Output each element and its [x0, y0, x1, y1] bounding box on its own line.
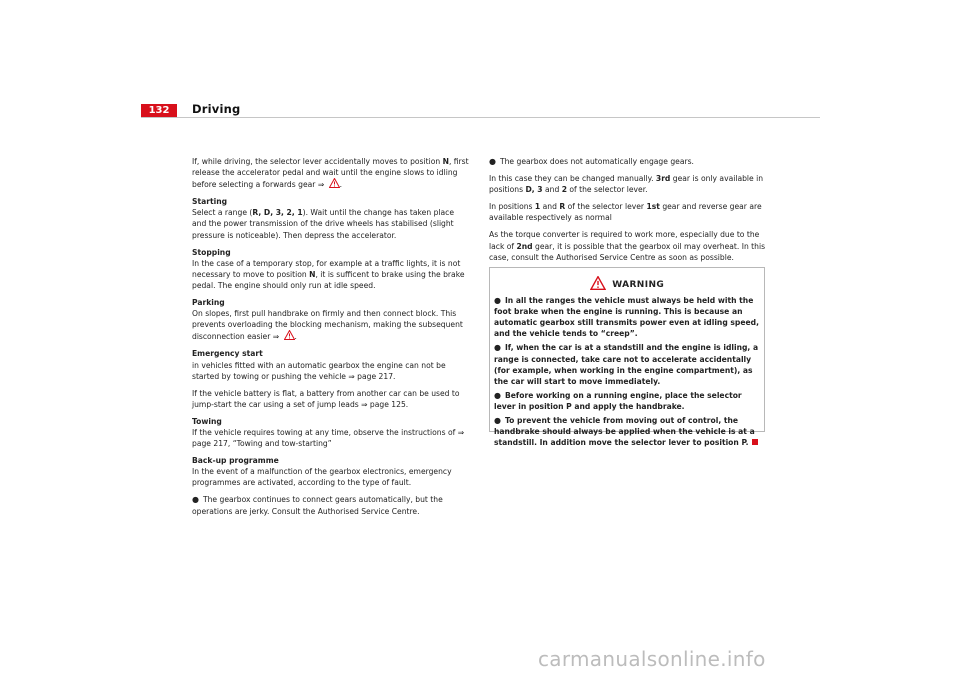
warning-triangle-icon [284, 330, 295, 340]
warning-item: ● Before working on a running engine, place the selector lever in position P and apply the handbrake. [494, 390, 742, 411]
backup-heading: Back-up programme [192, 456, 279, 466]
bullet-icon: ● [494, 416, 501, 426]
warning-item: ● If, when the car is at a standstill and the engine is idling, a range is connected, take care not to accelerate accidentally (for example, when working in the engine compartment), as the car will start to move immediately. [494, 343, 759, 386]
section-title: Driving [192, 102, 241, 116]
torque-paragraph: As the torque converter is required to work more, especially due to the lack of 2nd gear, it is possible that the gearbox oil may overheat. In this case, consult the Authorised Service Centre as soon as possible. [489, 230, 766, 262]
stopping-paragraph: In the case of a temporary stop, for example at a traffic lights, it is not necessary to move to position N, it is sufficent to brake using the brake pedal. The engine should only run at idle speed. [192, 258, 465, 290]
warning-box [489, 267, 765, 448]
warning-triangle-icon [590, 276, 606, 290]
emergency-heading: Emergency start [192, 349, 263, 359]
bullet-icon: ● [192, 495, 199, 505]
warning-triangle-icon [329, 178, 340, 188]
bullet-icon: ● [494, 296, 501, 306]
starting-paragraph: Select a range (R, D, 3, 2, 1). Wait until the change has taken place and the power transmission of the drive wheels has stabilised (slight pressure is noticeable). Then depress the accelerator. [192, 208, 455, 240]
intro-paragraph: If, while driving, the selector lever accidentally moves to position N, first release the accelerator pedal and wait until the engine slows to idling before selecting a forwards gear ⇒ . [192, 157, 469, 190]
parking-heading: Parking [192, 298, 225, 308]
bullet-icon: ● [494, 390, 501, 400]
end-of-section-icon [752, 439, 758, 445]
emergency-paragraph-2: If the vehicle battery is flat, a battery from another car can be used to jump-start the car using a set of jump leads ⇒ page 125. [192, 388, 460, 409]
watermark: carmanualsonline.info [538, 647, 766, 671]
towing-heading: Towing [192, 416, 222, 426]
stopping-heading: Stopping [192, 247, 231, 257]
left-column [192, 156, 470, 523]
backup-paragraph: In the event of a malfunction of the gearbox electronics, emergency programmes are activated, according to the type of fault. [192, 467, 452, 488]
bullet-icon: ● [494, 343, 501, 353]
page-number: 132 [141, 104, 177, 117]
right-column [489, 156, 772, 269]
manual-paragraph: In this case they can be changed manually. 3rd gear is only available in positions D, 3 and 2 of the selector lever. [489, 174, 764, 195]
warning-header [494, 276, 760, 291]
bullet-icon: ● [489, 157, 496, 166]
towing-paragraph: If the vehicle requires towing at any time, observe the instructions of ⇒ page 217, “Towing and tow-starting” [192, 427, 465, 449]
warning-item: ● To prevent the vehicle from moving out of control, the handbrake should always be applied when the vehicle is at a standstill. In addition move the selector lever to position P. [494, 415, 760, 448]
header-divider [141, 117, 820, 118]
emergency-paragraph-1: in vehicles fitted with an automatic gearbox the engine can not be started by towing or pushing the vehicle ⇒ page 217. [192, 360, 446, 381]
warning-title: WARNING [612, 280, 665, 290]
warning-item: ● In all the ranges the vehicle must always be held with the foot brake when the engine is running. This is because an automatic gearbox still transmits power even at idling speed, and the vehicle tends to “creep”. [494, 296, 759, 339]
positions-paragraph: In positions 1 and R of the selector lever 1st gear and reverse gear are available respectively as normal [489, 202, 762, 223]
parking-paragraph: On slopes, first pull handbrake on firmly and then connect block. This prevents overloading the blocking mechanism, making the subsequent disconnection easier ⇒ . [192, 309, 463, 342]
starting-heading: Starting [192, 197, 228, 207]
backup-bullet: ● The gearbox continues to connect gears automatically, but the operations are jerky. Consult the Authorised Service Centre. [192, 495, 443, 516]
right-bullet: ● The gearbox does not automatically engage gears. [489, 157, 694, 166]
